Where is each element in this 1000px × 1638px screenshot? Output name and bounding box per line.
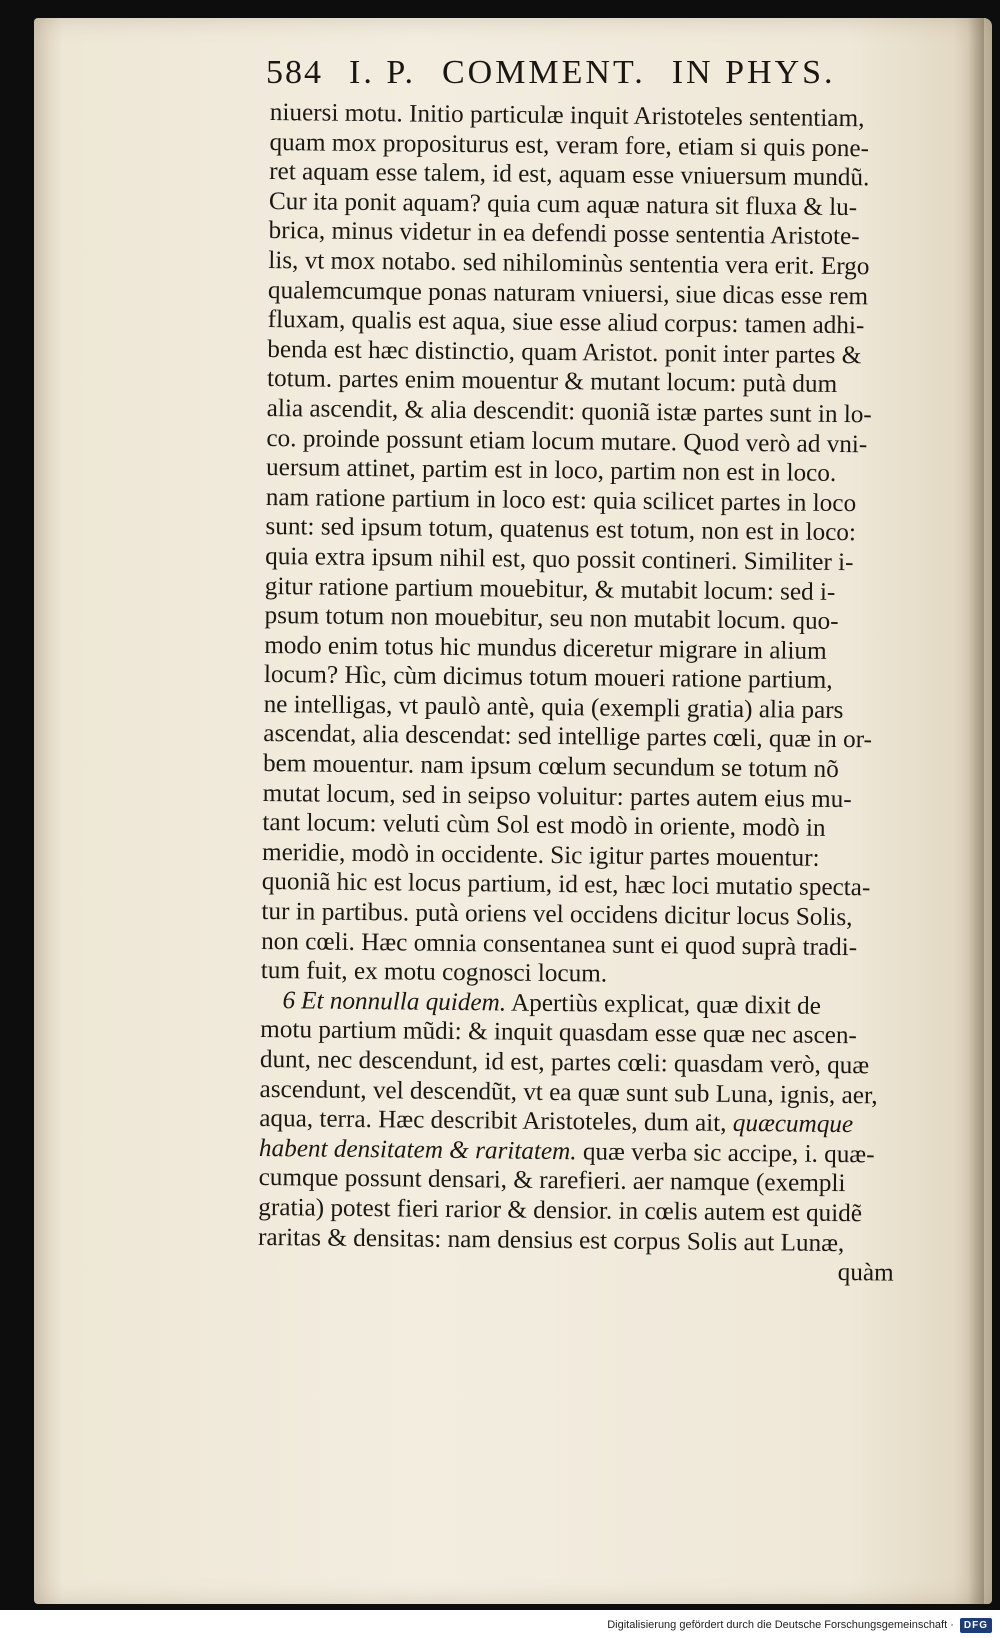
text-line: gitur ratione partium mouebitur, & mutabit locum: sed i- xyxy=(264,572,836,606)
text-line: ascendunt, vel descendũt, vt ea quæ sunt sub Luna, ignis, aer, xyxy=(259,1075,878,1110)
text-line: co. proinde possunt etiam locum mutare. Quod verò ad vni- xyxy=(266,424,868,458)
section-number: 6 xyxy=(282,986,296,1015)
text-line: nam ratione partium in loco est: quia scilicet partes in loco xyxy=(265,483,857,517)
dfg-logo: DFG xyxy=(960,1618,992,1633)
text-line: lis, vt mox notabo. sed nihilominùs sententia vera erit. Ergo xyxy=(268,246,870,281)
quoted-text: habent densitatem & raritatem. xyxy=(258,1134,577,1166)
text-line: ne intelligas, vt paulò antè, quia (exempli gratia) alia pars xyxy=(263,690,844,724)
text-line: quia extra ipsum nihil est, quo possit contineri. Similiter i- xyxy=(265,542,854,577)
text-line: motu partium mũdi: & inquit quasdam esse quæ nec ascen- xyxy=(260,1016,858,1050)
text-line: mutat locum, sed in seipso voluitur: partes autem eius mu- xyxy=(262,779,852,813)
catchword: quàm xyxy=(837,1259,894,1287)
running-head-word: I. P. xyxy=(349,54,416,91)
running-head-word: COMMENT. xyxy=(441,54,646,91)
text-line: gratia) potest fieri rarior & densior. in cœlis autem est quidẽ xyxy=(258,1193,863,1228)
page-number: 584 xyxy=(266,54,323,91)
text-line: dunt, nec descendunt, id est, partes cœli: quasdam verò, quæ xyxy=(259,1045,870,1080)
text-fragment: quæ verba sic accipe, i. quæ- xyxy=(576,1138,875,1169)
text-line: uersum attinet, partim est in loco, partim non est in loco. xyxy=(265,454,837,488)
text-fragment: aqua, terra. Hæc describit Aristoteles, dum ait, xyxy=(259,1105,733,1138)
text-line: tant locum: veluti cùm Sol est modò in oriente, modò in xyxy=(262,809,826,843)
text-line: bem mouentur. nam ipsum cœlum secundum se totum nõ xyxy=(262,750,839,784)
text-line: non cœli. Hæc omnia consentanea sunt ei quod suprà tradi- xyxy=(261,927,858,961)
running-head xyxy=(266,54,906,96)
text-line: niuersi motu. Initio particulæ inquit Aristoteles sententiam, xyxy=(269,98,865,133)
text-line: benda est hæc distinctio, quam Aristot. ponit inter partes & xyxy=(267,335,862,369)
funding-credit: Digitalisierung gefördert durch die Deutsche Forschungsgemeinschaft · xyxy=(607,1619,954,1631)
text-line: alia ascendit, & alia descendit: quoniã istæ partes sunt in lo- xyxy=(266,394,872,429)
text-line: Cur ita ponit aquam? quia cum aquæ natura sit fluxa & lu- xyxy=(268,187,858,221)
main-text xyxy=(258,98,916,1288)
text-line: quoniã hic est locus partium, id est, hæc loci mutatio specta- xyxy=(261,868,871,902)
text-line: sunt: sed ipsum totum, quatenus est totum, non est in loco: xyxy=(265,513,857,547)
text-line: modo enim totus hic mundus diceretur migrare in alium xyxy=(264,631,827,665)
text-line: qualemcumque ponas naturam vniuersi, siue dicas esse rem xyxy=(267,276,869,310)
text-line: raritas & densitas: nam densius est corpus Solis aut Lunæ, xyxy=(257,1223,845,1257)
digitization-footer xyxy=(0,1614,1000,1636)
section-lemma: Et nonnulla quidem. xyxy=(301,987,507,1017)
text-line: brica, minus videtur in ea defendi posse sententia Aristote- xyxy=(268,217,860,251)
text-line: quam mox propositurus est, veram fore, etiam si quis pone- xyxy=(269,128,870,162)
text-line: ascendat, alia descendat: sed intellige partes cœli, quæ in or- xyxy=(263,720,873,754)
text-line: psum totum non mouebitur, seu non mutabit locum. quo- xyxy=(264,602,839,636)
text-line: locum? Hìc, cùm dicimus totum moueri ratione partium, xyxy=(263,661,833,695)
page-edge-shadow xyxy=(968,18,984,1604)
text-line: tum fuit, ex motu cognosci locum. xyxy=(260,957,608,988)
quoted-text: quæcumque xyxy=(732,1110,854,1139)
text-line: cumque possunt densari, & rarefieri. aer namque (exempli xyxy=(258,1164,846,1198)
text-line: tur in partibus. putà oriens vel occidens dicitur locus Solis, xyxy=(261,897,853,932)
text-line: fluxam, qualis est aqua, siue esse aliud corpus: tamen adhi- xyxy=(267,306,865,340)
text-line: ret aquam esse talem, id est, aquam esse vniuersum mundũ. xyxy=(269,158,870,192)
text-fragment: Apertiùs explicat, quæ dixit de xyxy=(505,989,822,1020)
running-head-word: IN PHYS. xyxy=(671,54,836,91)
text-line: meridie, modò in occidente. Sic igitur partes mouentur: xyxy=(261,838,820,872)
text-line: totum. partes enim mouentur & mutant locum: putà dum xyxy=(266,365,838,399)
